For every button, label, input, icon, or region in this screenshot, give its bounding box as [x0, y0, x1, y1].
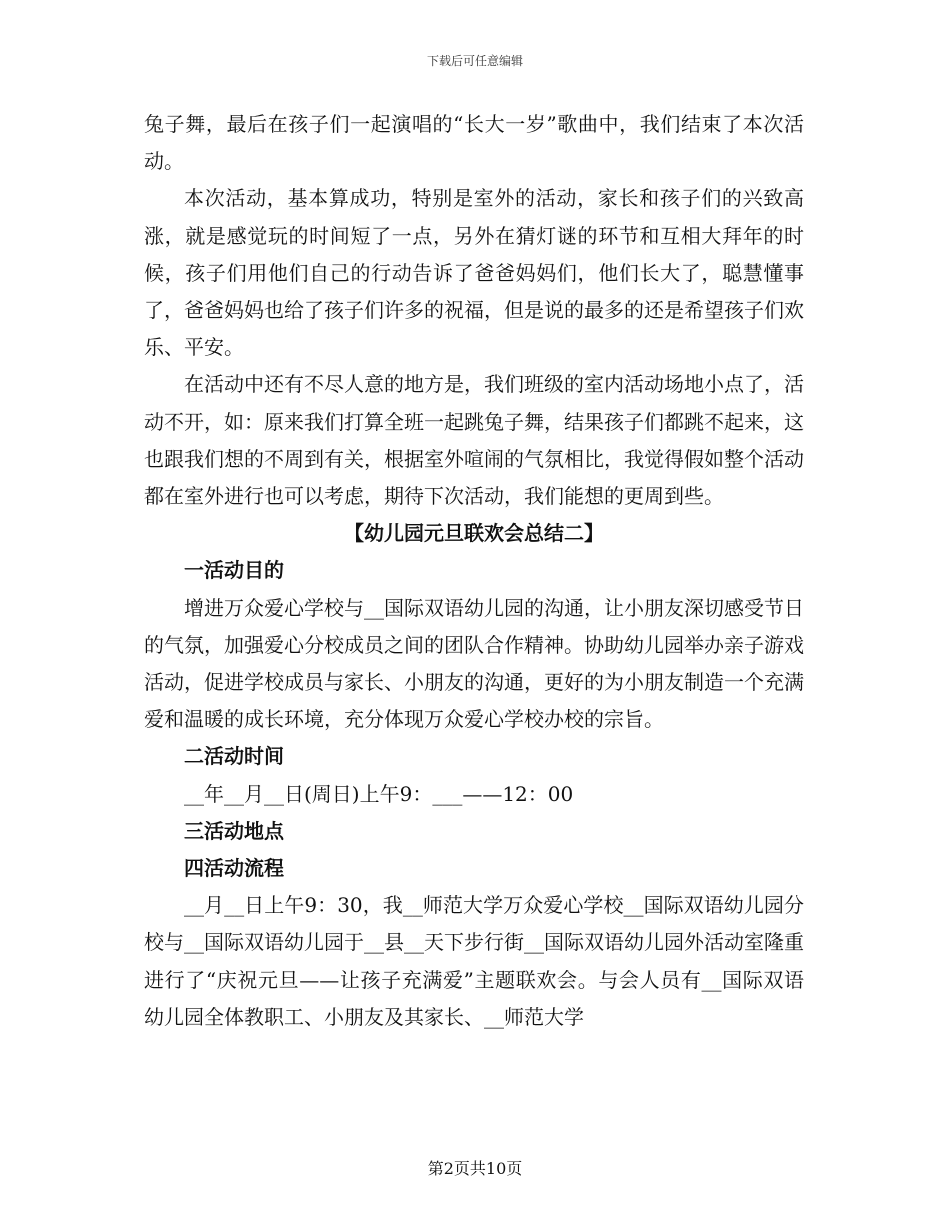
process-body: __月__日上午9：30，我__师范大学万众爱心学校__国际双语幼儿园分校与__国际双语幼儿园于__县__天下步行街__国际双语幼儿园外活动室隆重进行了“庆祝元旦——让孩子充满爱”主题联欢会。与会人员有__国际双语幼儿园全体教职工、小朋友及其家长、__师范大学 [144, 893, 804, 1029]
page-footer: 第2页共10页 [427, 1159, 523, 1178]
page-header-note: 下载后可任意编辑 [426, 54, 523, 68]
heading-time: 二活动时间 [184, 744, 284, 769]
paragraph-2: 本次活动，基本算成功，特别是室外的活动，家长和孩子们的兴致高涨，就是感觉玩的时间短了一点，另外在猜灯谜的环节和互相大拜年的时候，孩子们用他们自己的行动告诉了爸爸妈妈们，他们长大了，聪慧懂事了，爸爸妈妈也给了孩子们许多的祝福，但是说的最多的还是希望孩子们欢乐、平安。 [144, 186, 804, 360]
heading-purpose: 一活动目的 [184, 558, 284, 583]
paragraph-3: 在活动中还有不尽人意的地方是，我们班级的室内活动场地小点了，活动不开，如：原来我们打算全班一起跳兔子舞，结果孩子们都跳不起来，这也跟我们想的不周到有关，根据室外喧闹的气氛相比，我觉得假如整个活动都在室外进行也可以考虑，期待下次活动，我们能想的更周到些。 [144, 372, 804, 509]
document-body [144, 106, 804, 1036]
heading-location: 三活动地点 [184, 818, 284, 843]
heading-process: 四活动流程 [184, 856, 284, 881]
paragraph-1: 兔子舞，最后在孩子们一起演唱的“长大一岁”歌曲中，我们结束了本次活动。 [144, 112, 804, 174]
purpose-body: 增进万众爱心学校与__国际双语幼儿园的沟通，让小朋友深切感受节日的气氛，加强爱心分校成员之间的团队合作精神。协助幼儿园举办亲子游戏活动，促进学校成员与家长、小朋友的沟通，更好的为小朋友制造一个充满爱和温暖的成长环境，充分体现万众爱心学校办校的宗旨。 [144, 595, 804, 732]
time-body: __年__月__日(周日)上午9：___——12：00 [184, 781, 574, 806]
section-title: 【幼儿园元旦联欢会总结二】 [344, 521, 604, 546]
